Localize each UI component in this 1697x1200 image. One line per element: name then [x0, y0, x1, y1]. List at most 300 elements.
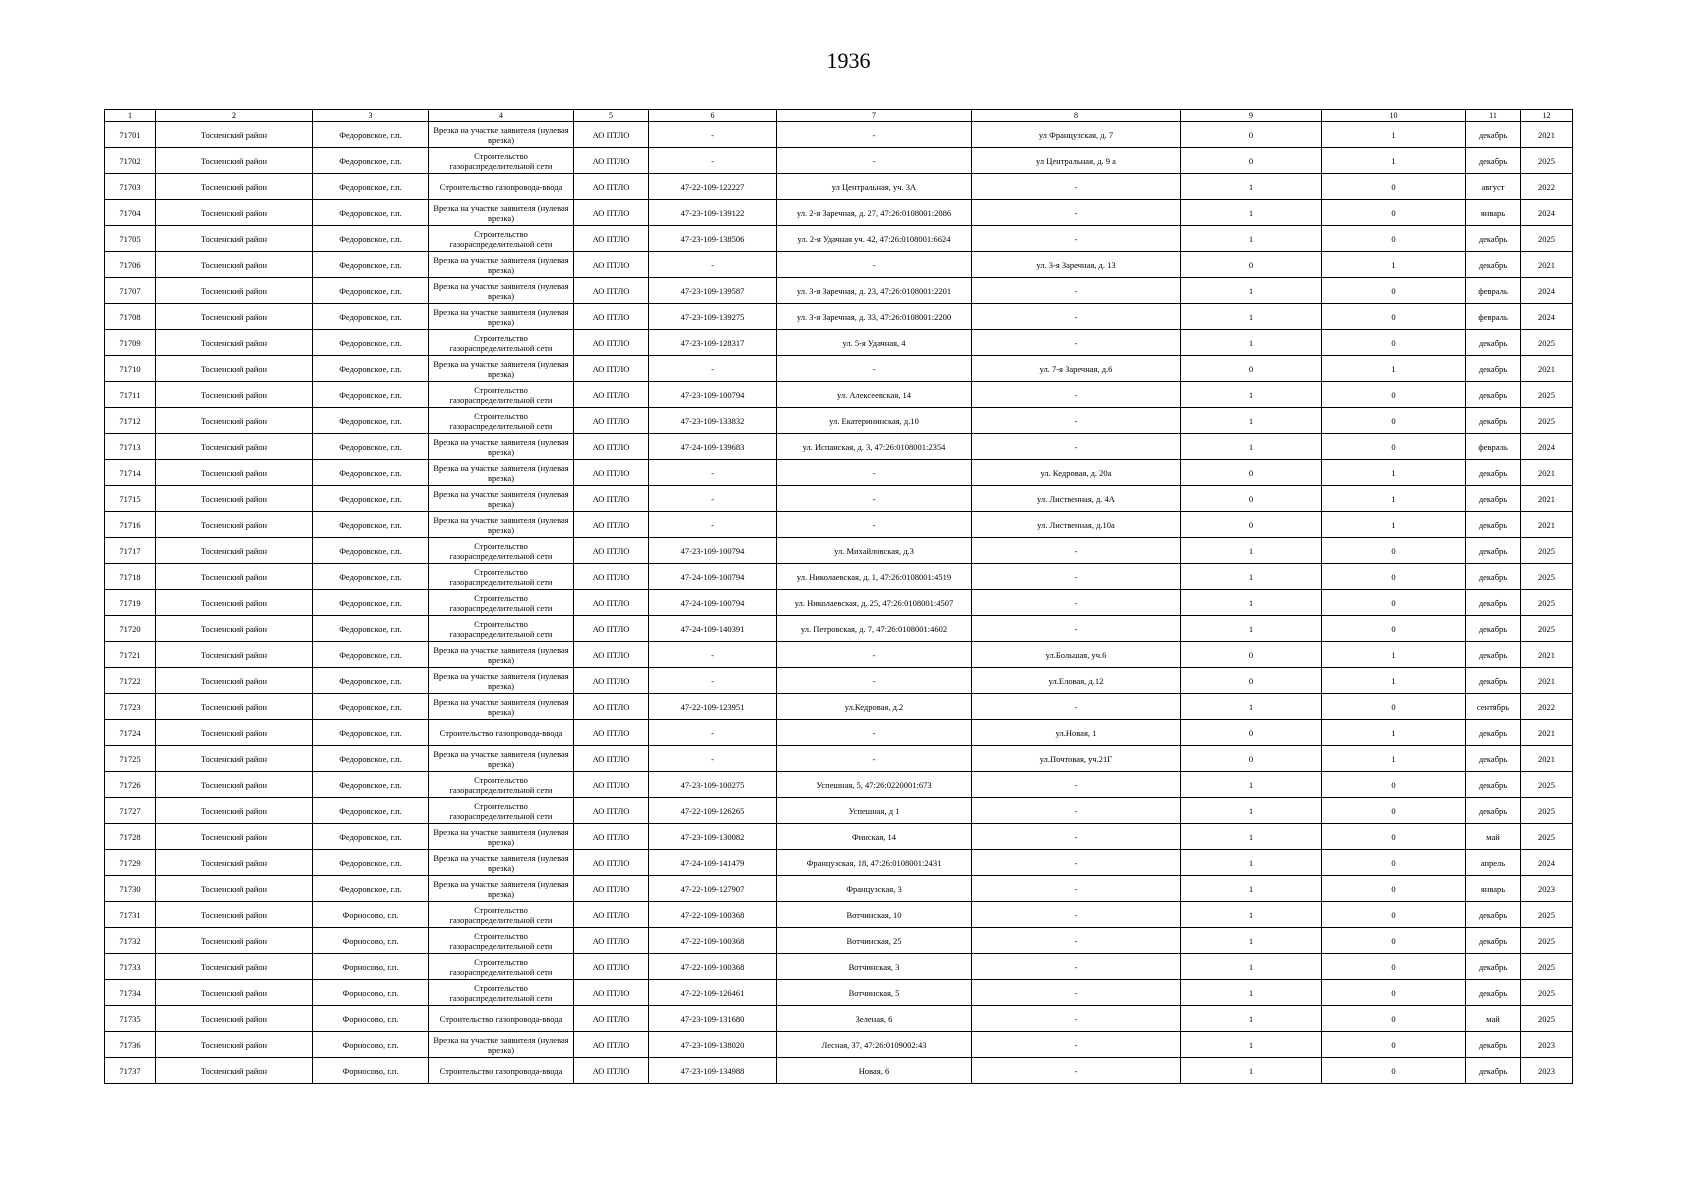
table-row [105, 382, 1573, 408]
cell-month: декабрь [1466, 642, 1521, 668]
cell-work-type: Строительство газораспределительной сети [429, 902, 574, 928]
cell-year: 2025 [1521, 408, 1573, 434]
cell-work-type: Строительство газораспределительной сети [429, 980, 574, 1006]
cell-year: 2025 [1521, 824, 1573, 850]
cell-month: декабрь [1466, 148, 1521, 174]
cell-address: Вотчинская, 10 [777, 902, 972, 928]
cell-application-number: 47-22-109-126265 [649, 798, 777, 824]
cell-row-number: 71736 [105, 1032, 156, 1058]
table-row [105, 330, 1573, 356]
cell-address-alt: - [972, 876, 1181, 902]
table-row [105, 486, 1573, 512]
cell-application-number: 47-24-109-100794 [649, 564, 777, 590]
cell-row-number: 71711 [105, 382, 156, 408]
cell-district: Тосненский район [156, 850, 313, 876]
cell-settlement: Форносово, г.п. [313, 1058, 429, 1084]
cell-application-number: 47-22-109-100368 [649, 902, 777, 928]
cell-value-a: 0 [1181, 642, 1322, 668]
cell-value-b: 0 [1322, 278, 1466, 304]
cell-settlement: Форносово, г.п. [313, 980, 429, 1006]
cell-value-b: 0 [1322, 1058, 1466, 1084]
cell-address-alt: - [972, 174, 1181, 200]
cell-month: май [1466, 1006, 1521, 1032]
cell-month: февраль [1466, 278, 1521, 304]
cell-year: 2025 [1521, 1006, 1573, 1032]
cell-address-alt: - [972, 798, 1181, 824]
cell-month: декабрь [1466, 226, 1521, 252]
cell-value-b: 0 [1322, 1006, 1466, 1032]
cell-value-a: 1 [1181, 226, 1322, 252]
cell-address-alt: - [972, 382, 1181, 408]
cell-row-number: 71710 [105, 356, 156, 382]
cell-district: Тосненский район [156, 434, 313, 460]
cell-address-alt: ул.Большая, уч.6 [972, 642, 1181, 668]
cell-address: - [777, 512, 972, 538]
table-row [105, 616, 1573, 642]
cell-address-alt: - [972, 1032, 1181, 1058]
cell-application-number: 47-23-109-133832 [649, 408, 777, 434]
cell-year: 2025 [1521, 564, 1573, 590]
cell-row-number: 71701 [105, 122, 156, 148]
cell-month: январь [1466, 876, 1521, 902]
cell-district: Тосненский район [156, 148, 313, 174]
cell-value-b: 1 [1322, 122, 1466, 148]
cell-year: 2025 [1521, 980, 1573, 1006]
cell-district: Тосненский район [156, 928, 313, 954]
cell-value-b: 0 [1322, 1032, 1466, 1058]
cell-application-number: 47-22-109-100368 [649, 928, 777, 954]
cell-organization: АО ПТЛО [574, 616, 649, 642]
cell-row-number: 71729 [105, 850, 156, 876]
cell-settlement: Федоровское, г.п. [313, 642, 429, 668]
cell-application-number: - [649, 356, 777, 382]
cell-work-type: Строительство газораспределительной сети [429, 798, 574, 824]
cell-application-number: 47-22-109-123951 [649, 694, 777, 720]
table-row [105, 434, 1573, 460]
cell-district: Тосненский район [156, 408, 313, 434]
cell-organization: АО ПТЛО [574, 252, 649, 278]
cell-value-a: 1 [1181, 798, 1322, 824]
cell-settlement: Федоровское, г.п. [313, 538, 429, 564]
table-row [105, 356, 1573, 382]
cell-application-number: 47-24-109-100794 [649, 590, 777, 616]
cell-value-b: 1 [1322, 486, 1466, 512]
cell-work-type: Строительство газораспределительной сети [429, 408, 574, 434]
cell-district: Тосненский район [156, 902, 313, 928]
cell-district: Тосненский район [156, 980, 313, 1006]
cell-district: Тосненский район [156, 226, 313, 252]
cell-value-a: 1 [1181, 772, 1322, 798]
cell-value-a: 1 [1181, 694, 1322, 720]
cell-value-a: 1 [1181, 408, 1322, 434]
cell-work-type: Врезка на участке заявителя (нулевая врезка) [429, 1032, 574, 1058]
cell-value-b: 1 [1322, 148, 1466, 174]
cell-row-number: 71715 [105, 486, 156, 512]
cell-value-b: 0 [1322, 564, 1466, 590]
cell-value-a: 1 [1181, 980, 1322, 1006]
cell-row-number: 71733 [105, 954, 156, 980]
table-row [105, 226, 1573, 252]
cell-settlement: Федоровское, г.п. [313, 616, 429, 642]
table-row [105, 304, 1573, 330]
column-header-5: 5 [574, 110, 649, 122]
cell-value-a: 1 [1181, 928, 1322, 954]
cell-value-b: 0 [1322, 954, 1466, 980]
table-row [105, 876, 1573, 902]
column-header-8: 8 [972, 110, 1181, 122]
cell-value-b: 0 [1322, 928, 1466, 954]
cell-settlement: Федоровское, г.п. [313, 382, 429, 408]
cell-district: Тосненский район [156, 278, 313, 304]
cell-address-alt: ул.Еловая, д.12 [972, 668, 1181, 694]
cell-work-type: Врезка на участке заявителя (нулевая врезка) [429, 668, 574, 694]
cell-settlement: Федоровское, г.п. [313, 668, 429, 694]
cell-value-b: 0 [1322, 694, 1466, 720]
cell-address: ул. Николаевская, д. 25, 47:26:0108001:4507 [777, 590, 972, 616]
cell-work-type: Врезка на участке заявителя (нулевая врезка) [429, 304, 574, 330]
cell-address: Успешная, д 1 [777, 798, 972, 824]
cell-organization: АО ПТЛО [574, 590, 649, 616]
cell-organization: АО ПТЛО [574, 200, 649, 226]
cell-application-number: - [649, 668, 777, 694]
cell-address-alt: - [972, 590, 1181, 616]
cell-organization: АО ПТЛО [574, 434, 649, 460]
cell-month: декабрь [1466, 122, 1521, 148]
cell-month: декабрь [1466, 330, 1521, 356]
cell-value-a: 1 [1181, 330, 1322, 356]
cell-organization: АО ПТЛО [574, 148, 649, 174]
cell-value-b: 1 [1322, 746, 1466, 772]
cell-district: Тосненский район [156, 174, 313, 200]
cell-month: декабрь [1466, 616, 1521, 642]
cell-value-a: 0 [1181, 252, 1322, 278]
cell-row-number: 71732 [105, 928, 156, 954]
cell-address-alt: ул. Кедровая, д. 20а [972, 460, 1181, 486]
cell-month: декабрь [1466, 954, 1521, 980]
cell-address: ул Центральная, уч. 3А [777, 174, 972, 200]
cell-district: Тосненский район [156, 1006, 313, 1032]
cell-application-number: 47-23-109-130082 [649, 824, 777, 850]
cell-year: 2025 [1521, 330, 1573, 356]
cell-organization: АО ПТЛО [574, 512, 649, 538]
cell-address: ул. 3-я Заречная, д. 23, 47:26:0108001:2201 [777, 278, 972, 304]
cell-row-number: 71727 [105, 798, 156, 824]
column-header-4: 4 [429, 110, 574, 122]
cell-organization: АО ПТЛО [574, 1058, 649, 1084]
cell-value-b: 1 [1322, 512, 1466, 538]
cell-organization: АО ПТЛО [574, 304, 649, 330]
cell-value-b: 1 [1322, 356, 1466, 382]
cell-address: - [777, 746, 972, 772]
cell-address: ул. Испанская, д. 3, 47:26:0108001:2354 [777, 434, 972, 460]
cell-year: 2025 [1521, 590, 1573, 616]
cell-row-number: 71737 [105, 1058, 156, 1084]
table-row [105, 746, 1573, 772]
cell-year: 2023 [1521, 1058, 1573, 1084]
cell-work-type: Врезка на участке заявителя (нулевая врезка) [429, 824, 574, 850]
cell-district: Тосненский район [156, 798, 313, 824]
cell-address-alt: - [972, 928, 1181, 954]
cell-address: Финская, 14 [777, 824, 972, 850]
cell-organization: АО ПТЛО [574, 798, 649, 824]
cell-year: 2024 [1521, 200, 1573, 226]
cell-year: 2025 [1521, 902, 1573, 928]
table-row [105, 564, 1573, 590]
cell-application-number: - [649, 148, 777, 174]
cell-month: май [1466, 824, 1521, 850]
cell-address-alt: ул. Лиственная, д.10а [972, 512, 1181, 538]
column-header-2: 2 [156, 110, 313, 122]
cell-work-type: Строительство газопровода-ввода [429, 1058, 574, 1084]
cell-year: 2025 [1521, 226, 1573, 252]
cell-address-alt: - [972, 1058, 1181, 1084]
cell-address-alt: - [972, 850, 1181, 876]
cell-organization: АО ПТЛО [574, 850, 649, 876]
cell-application-number: 47-23-109-138020 [649, 1032, 777, 1058]
cell-organization: АО ПТЛО [574, 954, 649, 980]
cell-row-number: 71714 [105, 460, 156, 486]
cell-district: Тосненский район [156, 330, 313, 356]
cell-value-a: 1 [1181, 954, 1322, 980]
cell-district: Тосненский район [156, 772, 313, 798]
cell-year: 2021 [1521, 642, 1573, 668]
cell-application-number: 47-23-109-100275 [649, 772, 777, 798]
cell-district: Тосненский район [156, 538, 313, 564]
cell-year: 2022 [1521, 694, 1573, 720]
cell-address-alt: ул Центральная, д. 9 а [972, 148, 1181, 174]
cell-address: Зеленая, 6 [777, 1006, 972, 1032]
cell-month: декабрь [1466, 460, 1521, 486]
cell-year: 2025 [1521, 148, 1573, 174]
cell-address-alt: - [972, 954, 1181, 980]
cell-month: декабрь [1466, 564, 1521, 590]
cell-address-alt: ул.Новая, 1 [972, 720, 1181, 746]
cell-address: ул. Михайловская, д.3 [777, 538, 972, 564]
cell-value-b: 0 [1322, 850, 1466, 876]
cell-work-type: Строительство газораспределительной сети [429, 590, 574, 616]
cell-district: Тосненский район [156, 876, 313, 902]
cell-address-alt: ул. 3-я Заречная, д. 13 [972, 252, 1181, 278]
cell-value-a: 1 [1181, 1006, 1322, 1032]
cell-month: январь [1466, 200, 1521, 226]
cell-settlement: Федоровское, г.п. [313, 200, 429, 226]
cell-value-a: 1 [1181, 434, 1322, 460]
table-row [105, 408, 1573, 434]
cell-address: - [777, 148, 972, 174]
column-header-11: 11 [1466, 110, 1521, 122]
table-row [105, 1032, 1573, 1058]
cell-row-number: 71704 [105, 200, 156, 226]
cell-address: - [777, 486, 972, 512]
cell-district: Тосненский район [156, 252, 313, 278]
cell-settlement: Федоровское, г.п. [313, 512, 429, 538]
cell-month: декабрь [1466, 252, 1521, 278]
cell-value-b: 0 [1322, 824, 1466, 850]
cell-year: 2024 [1521, 850, 1573, 876]
cell-district: Тосненский район [156, 616, 313, 642]
cell-value-a: 1 [1181, 174, 1322, 200]
cell-value-b: 0 [1322, 616, 1466, 642]
cell-address-alt: - [972, 330, 1181, 356]
cell-value-b: 0 [1322, 590, 1466, 616]
cell-row-number: 71717 [105, 538, 156, 564]
cell-district: Тосненский район [156, 694, 313, 720]
cell-settlement: Федоровское, г.п. [313, 824, 429, 850]
cell-organization: АО ПТЛО [574, 564, 649, 590]
cell-month: декабрь [1466, 590, 1521, 616]
cell-address: - [777, 720, 972, 746]
cell-month: декабрь [1466, 980, 1521, 1006]
cell-address: - [777, 460, 972, 486]
table-row [105, 798, 1573, 824]
cell-settlement: Федоровское, г.п. [313, 174, 429, 200]
table-row [105, 148, 1573, 174]
cell-address: Новая, 6 [777, 1058, 972, 1084]
cell-month: декабрь [1466, 408, 1521, 434]
cell-value-b: 0 [1322, 200, 1466, 226]
cell-work-type: Врезка на участке заявителя (нулевая врезка) [429, 642, 574, 668]
cell-row-number: 71734 [105, 980, 156, 1006]
cell-application-number: 47-23-109-139587 [649, 278, 777, 304]
cell-organization: АО ПТЛО [574, 330, 649, 356]
cell-value-a: 1 [1181, 304, 1322, 330]
cell-settlement: Федоровское, г.п. [313, 720, 429, 746]
cell-settlement: Федоровское, г.п. [313, 122, 429, 148]
cell-value-a: 1 [1181, 824, 1322, 850]
cell-work-type: Строительство газораспределительной сети [429, 382, 574, 408]
cell-district: Тосненский район [156, 460, 313, 486]
cell-value-b: 0 [1322, 226, 1466, 252]
cell-district: Тосненский район [156, 720, 313, 746]
cell-row-number: 71707 [105, 278, 156, 304]
cell-month: декабрь [1466, 1058, 1521, 1084]
cell-row-number: 71735 [105, 1006, 156, 1032]
cell-work-type: Врезка на участке заявителя (нулевая врезка) [429, 876, 574, 902]
cell-application-number: 47-23-109-128317 [649, 330, 777, 356]
cell-month: декабрь [1466, 382, 1521, 408]
cell-value-a: 0 [1181, 668, 1322, 694]
cell-district: Тосненский район [156, 512, 313, 538]
cell-year: 2021 [1521, 668, 1573, 694]
cell-address-alt: - [972, 902, 1181, 928]
cell-address: - [777, 642, 972, 668]
cell-address-alt: - [972, 616, 1181, 642]
cell-address: ул. 2-я Заречная, д. 27, 47:26:0108001:2086 [777, 200, 972, 226]
table-row [105, 200, 1573, 226]
cell-year: 2025 [1521, 538, 1573, 564]
cell-settlement: Федоровское, г.п. [313, 356, 429, 382]
cell-application-number: 47-23-109-100794 [649, 382, 777, 408]
cell-value-b: 1 [1322, 720, 1466, 746]
cell-value-b: 0 [1322, 408, 1466, 434]
cell-address: ул. Екатерининская, д.10 [777, 408, 972, 434]
cell-month: декабрь [1466, 798, 1521, 824]
cell-value-a: 0 [1181, 486, 1322, 512]
cell-organization: АО ПТЛО [574, 122, 649, 148]
cell-settlement: Федоровское, г.п. [313, 304, 429, 330]
table-row [105, 980, 1573, 1006]
column-header-6: 6 [649, 110, 777, 122]
cell-value-a: 0 [1181, 720, 1322, 746]
cell-application-number: 47-23-109-131680 [649, 1006, 777, 1032]
cell-settlement: Федоровское, г.п. [313, 746, 429, 772]
cell-value-a: 1 [1181, 538, 1322, 564]
cell-row-number: 71719 [105, 590, 156, 616]
cell-settlement: Федоровское, г.п. [313, 694, 429, 720]
cell-address-alt: - [972, 772, 1181, 798]
cell-month: декабрь [1466, 902, 1521, 928]
cell-work-type: Врезка на участке заявителя (нулевая врезка) [429, 122, 574, 148]
table-row [105, 720, 1573, 746]
cell-settlement: Федоровское, г.п. [313, 278, 429, 304]
cell-year: 2024 [1521, 278, 1573, 304]
cell-address-alt: - [972, 200, 1181, 226]
table-row [105, 122, 1573, 148]
cell-value-b: 0 [1322, 772, 1466, 798]
cell-organization: АО ПТЛО [574, 226, 649, 252]
cell-organization: АО ПТЛО [574, 902, 649, 928]
cell-month: февраль [1466, 434, 1521, 460]
cell-value-b: 0 [1322, 382, 1466, 408]
cell-value-a: 1 [1181, 902, 1322, 928]
cell-organization: АО ПТЛО [574, 538, 649, 564]
cell-district: Тосненский район [156, 668, 313, 694]
cell-month: декабрь [1466, 928, 1521, 954]
cell-application-number: - [649, 486, 777, 512]
cell-row-number: 71725 [105, 746, 156, 772]
table-row [105, 902, 1573, 928]
cell-address: Вотчинская, 3 [777, 954, 972, 980]
cell-settlement: Форносово, г.п. [313, 902, 429, 928]
cell-district: Тосненский район [156, 200, 313, 226]
cell-address-alt: - [972, 408, 1181, 434]
cell-settlement: Форносово, г.п. [313, 954, 429, 980]
cell-application-number: - [649, 746, 777, 772]
cell-value-a: 0 [1181, 356, 1322, 382]
cell-work-type: Строительство газопровода-ввода [429, 720, 574, 746]
cell-row-number: 71702 [105, 148, 156, 174]
cell-value-a: 1 [1181, 278, 1322, 304]
cell-value-a: 0 [1181, 122, 1322, 148]
cell-district: Тосненский район [156, 382, 313, 408]
cell-settlement: Федоровское, г.п. [313, 148, 429, 174]
cell-application-number: - [649, 512, 777, 538]
cell-row-number: 71703 [105, 174, 156, 200]
cell-address: ул. 2-я Удачная уч. 42, 47:26:0108001:6624 [777, 226, 972, 252]
cell-application-number: 47-23-109-100794 [649, 538, 777, 564]
cell-month: декабрь [1466, 356, 1521, 382]
cell-row-number: 71708 [105, 304, 156, 330]
cell-settlement: Форносово, г.п. [313, 1032, 429, 1058]
cell-year: 2023 [1521, 876, 1573, 902]
cell-address: Французская, 18, 47:26:0108001:2431 [777, 850, 972, 876]
cell-value-b: 1 [1322, 460, 1466, 486]
table-row [105, 538, 1573, 564]
cell-work-type: Врезка на участке заявителя (нулевая врезка) [429, 278, 574, 304]
cell-value-b: 1 [1322, 668, 1466, 694]
cell-settlement: Федоровское, г.п. [313, 486, 429, 512]
cell-district: Тосненский район [156, 486, 313, 512]
cell-row-number: 71724 [105, 720, 156, 746]
cell-value-b: 0 [1322, 980, 1466, 1006]
cell-year: 2021 [1521, 252, 1573, 278]
cell-application-number: - [649, 252, 777, 278]
cell-year: 2025 [1521, 928, 1573, 954]
cell-work-type: Строительство газораспределительной сети [429, 928, 574, 954]
table-row [105, 1006, 1573, 1032]
cell-address: ул. 5-я Удачная, 4 [777, 330, 972, 356]
cell-organization: АО ПТЛО [574, 876, 649, 902]
